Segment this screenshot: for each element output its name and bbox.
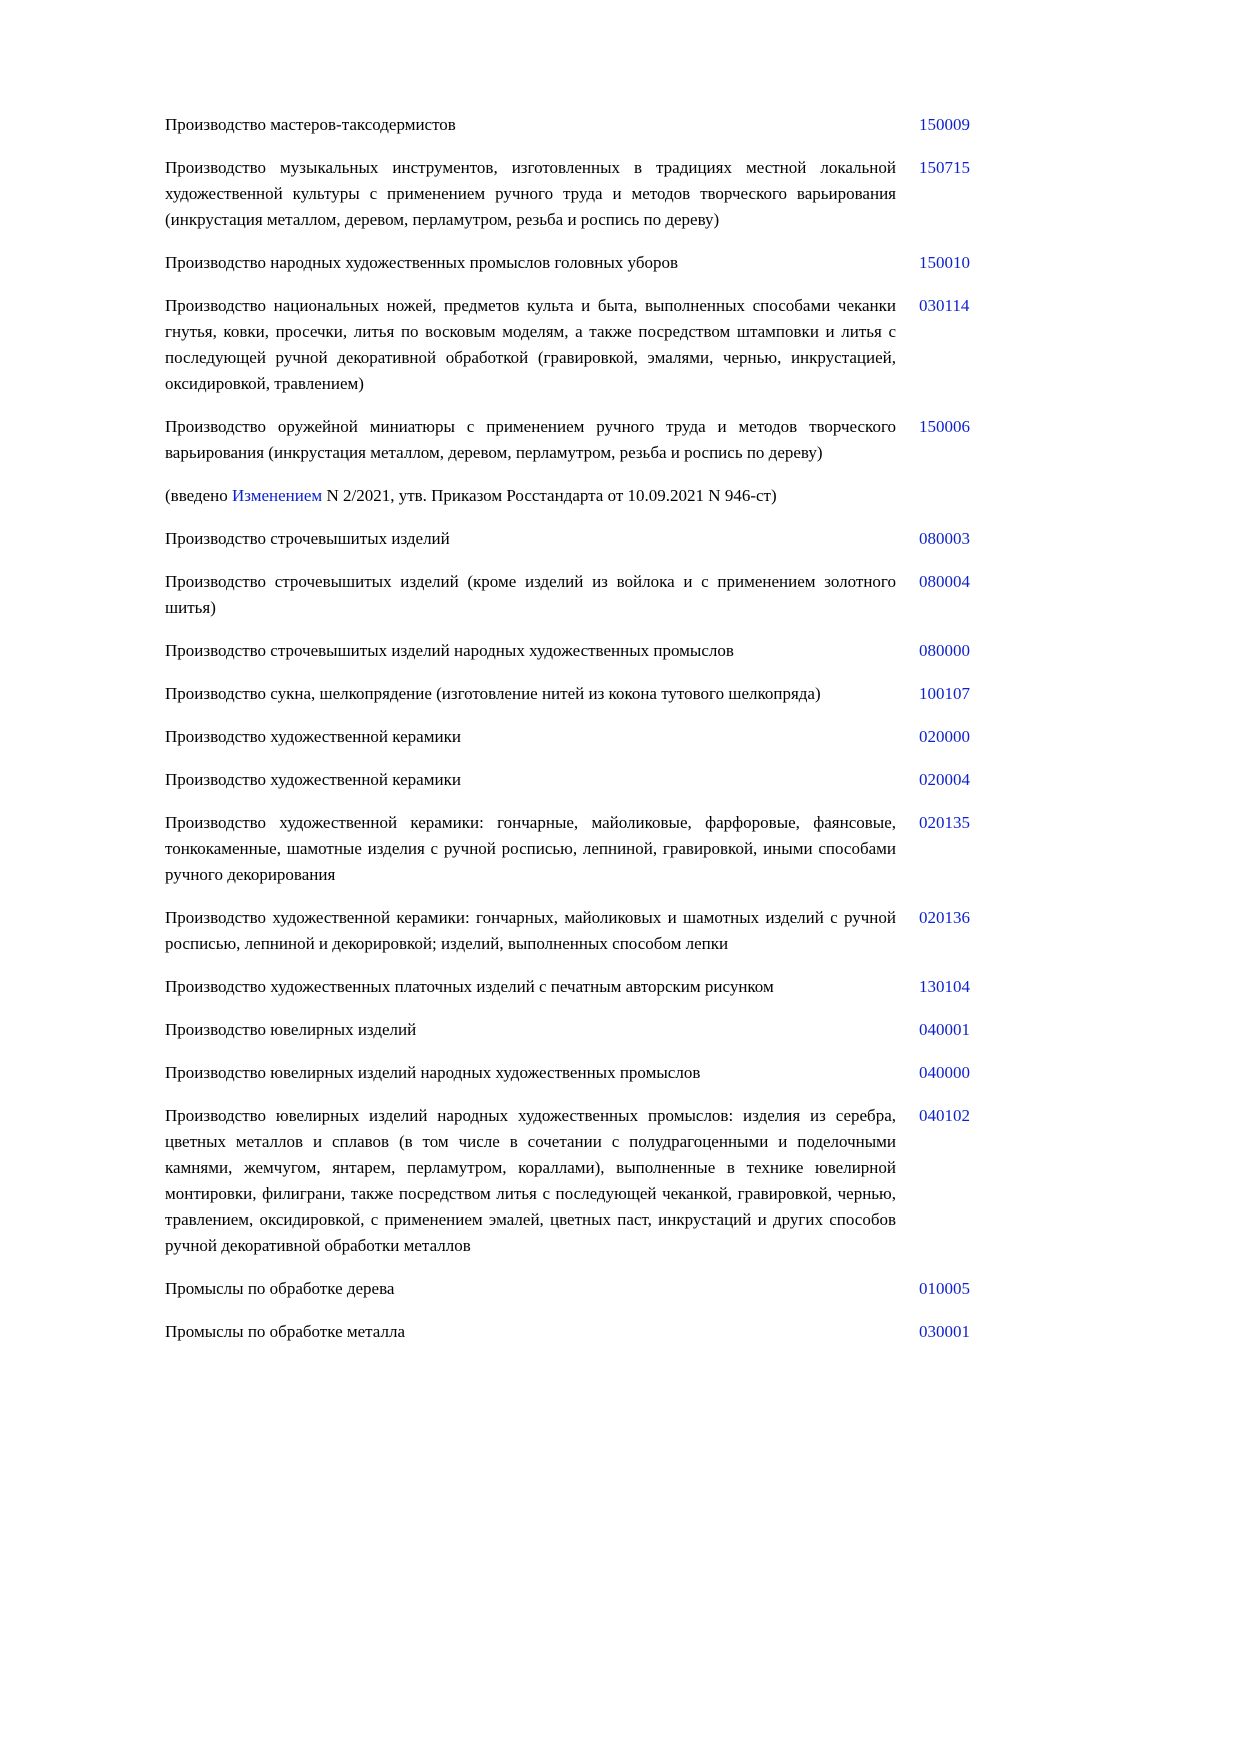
- entry-row: [165, 112, 983, 138]
- amendment-link[interactable]: Изменением: [231, 486, 323, 505]
- entry-row: [165, 681, 983, 707]
- entry-text: Производство художественной керамики: гончарных, майоликовых и шамотных изделий с ручной росписью, лепниной и декорировкой; изделий, выполненных способом лепки: [165, 908, 896, 953]
- entry-text: Производство ювелирных изделий народных художественных промыслов: изделия из серебра, цветных металлов и сплавов (в том числе в сочетании с полудрагоценными и поделочными камнями, жемчугом, янтарем, перламутром, кораллами), выполненные в технике ювелирной монтировки, филиграни, также посредством литья с последующей чеканкой, гравировкой, чернью, травлением, оксидировкой, с применением эмалей, цветных паст, инкрустаций и других способов ручной декоративной обработки металлов: [165, 1106, 896, 1255]
- entries-list: [165, 112, 983, 1345]
- entry-text: Промыслы по обработке дерева: [165, 1279, 395, 1298]
- entry-text: Производство музыкальных инструментов, изготовленных в традициях местной локальной художественной культуры с применением ручного труда и методов творческого варьирования (инкрустация металлом, деревом, перламутром, резьба и роспись по дереву): [165, 158, 896, 229]
- entry-row: [165, 1319, 983, 1345]
- entry-row: [165, 638, 983, 664]
- entry-code-link[interactable]: 040102: [919, 1106, 970, 1125]
- entry-code-link[interactable]: 150006: [919, 417, 970, 436]
- entry-code-link[interactable]: 030001: [919, 1322, 970, 1341]
- amendment-note-row: [165, 483, 983, 509]
- entry-text: Производство оружейной миниатюры с применением ручного труда и методов творческого варьирования (инкрустация металлом, деревом, перламутром, резьба и роспись по дереву): [165, 417, 896, 462]
- entry-text: Производство художественной керамики: [165, 770, 461, 789]
- document-page: [165, 112, 983, 1362]
- entry-row: [165, 905, 983, 957]
- entry-row: [165, 569, 983, 621]
- entry-code-link[interactable]: 020004: [919, 770, 970, 789]
- entry-row: [165, 1103, 983, 1259]
- entry-text: Производство художественной керамики: [165, 727, 461, 746]
- entry-code-link[interactable]: 100107: [919, 684, 970, 703]
- entry-code-link[interactable]: 150009: [919, 115, 970, 134]
- entry-text: Промыслы по обработке металла: [165, 1322, 406, 1341]
- entry-row: [165, 414, 983, 466]
- entry-row: [165, 810, 983, 888]
- entry-row: [165, 724, 983, 750]
- entry-code-link[interactable]: 150715: [919, 158, 970, 177]
- entry-code-link[interactable]: 020135: [919, 813, 970, 832]
- entry-row: [165, 1060, 983, 1086]
- entry-code-link[interactable]: 030114: [919, 296, 970, 315]
- entry-text: Производство художественных платочных изделий с печатным авторским рисунком: [165, 977, 774, 996]
- entry-code-link[interactable]: 040000: [919, 1063, 970, 1082]
- entry-text: Производство строчевышитых изделий: [165, 529, 450, 548]
- entry-code-link[interactable]: 010005: [919, 1279, 970, 1298]
- entry-row: [165, 526, 983, 552]
- entry-row: [165, 767, 983, 793]
- entry-text: Производство строчевышитых изделий (кроме изделий из войлока и с применением золотного шитья): [165, 572, 896, 617]
- entry-row: [165, 1276, 983, 1302]
- amendment-note-text: [165, 483, 896, 509]
- entry-text: Производство национальных ножей, предметов культа и быта, выполненных способами чеканки гнутья, ковки, просечки, литья по восковым моделям, а также посредством штамповки и литья с последующей ручной декоративной обработкой (гравировкой, эмалями, чернью, инкрустацией, оксидировкой, травлением): [165, 296, 896, 393]
- note-prefix: (введено: [165, 486, 232, 505]
- entry-row: [165, 250, 983, 276]
- entry-text: Производство ювелирных изделий народных художественных промыслов: [165, 1063, 701, 1082]
- entry-row: [165, 1017, 983, 1043]
- entry-text: Производство строчевышитых изделий народных художественных промыслов: [165, 641, 734, 660]
- entry-code-link[interactable]: 020136: [919, 908, 970, 927]
- entry-text: Производство сукна, шелкопрядение (изготовление нитей из кокона тутового шелкопряда): [165, 684, 821, 703]
- entry-code-link[interactable]: 020000: [919, 727, 970, 746]
- entry-code-link[interactable]: 080003: [919, 529, 970, 548]
- entry-code-link[interactable]: 150010: [919, 253, 970, 272]
- entry-code-link[interactable]: 130104: [919, 977, 970, 996]
- note-suffix: N 2/2021, утв. Приказом Росстандарта от 10.09.2021 N 946-ст): [322, 486, 777, 505]
- entry-text: Производство ювелирных изделий: [165, 1020, 417, 1039]
- entry-text: Производство художественной керамики: гончарные, майоликовые, фарфоровые, фаянсовые, тонкокаменные, шамотные изделия с ручной росписью, лепниной, гравировкой, иными способами ручного декорирования: [165, 813, 896, 884]
- entry-code-link[interactable]: 040001: [919, 1020, 970, 1039]
- entry-text: Производство мастеров-таксодермистов: [165, 115, 456, 134]
- entry-row: [165, 293, 983, 397]
- entry-row: [165, 155, 983, 233]
- entry-text: Производство народных художественных промыслов головных уборов: [165, 253, 678, 272]
- entry-code-link[interactable]: 080004: [919, 572, 970, 591]
- entry-code-link[interactable]: 080000: [919, 641, 970, 660]
- entry-row: [165, 974, 983, 1000]
